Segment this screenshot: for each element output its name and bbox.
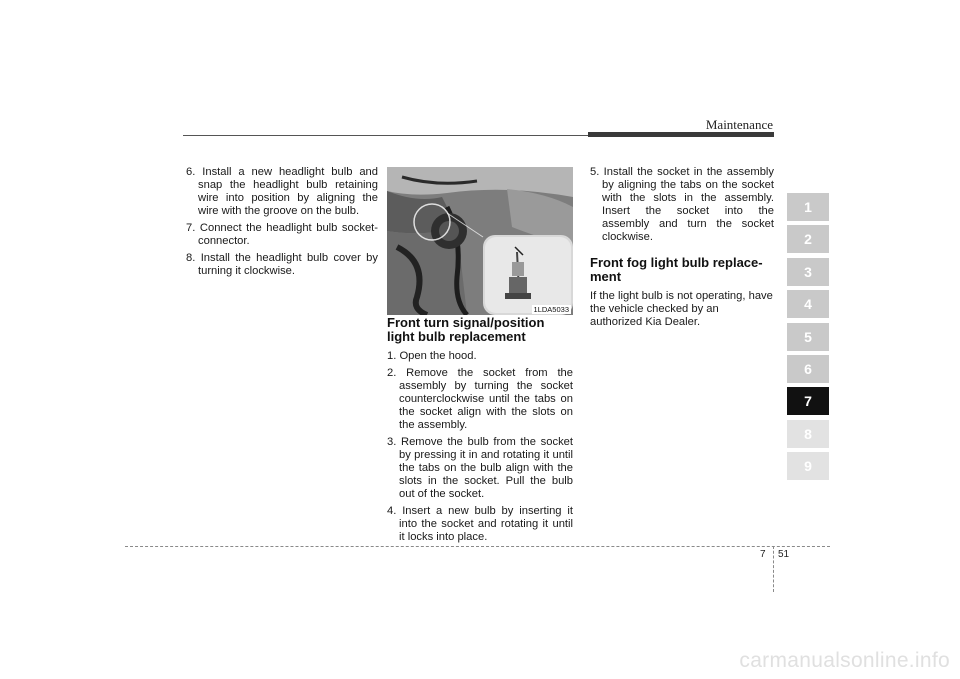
fog-light-heading: Front fog light bulb replace-ment	[590, 255, 763, 284]
footer-chapter-number: 7	[760, 549, 766, 560]
chapter-tab-7[interactable]: 7	[787, 387, 829, 415]
footer-rule	[125, 546, 830, 547]
step-2: 2. Remove the socket from the assembly by turning the socket counterclockwise until the tabs on the socket align with the slots on the assembly.	[387, 367, 573, 431]
chapter-tab-8[interactable]: 8	[787, 420, 829, 448]
turn-signal-heading: Front turn signal/position light bulb replacement	[387, 315, 545, 344]
chapter-tab-9[interactable]: 9	[787, 452, 829, 480]
fog-light-paragraph: If the light bulb is not operating, have the vehicle checked by an authorized Kia Dealer.	[590, 290, 773, 328]
chapter-tab-5[interactable]: 5	[787, 323, 829, 351]
figure-caption: 1LDA5033	[533, 305, 569, 314]
step-4: 4. Insert a new bulb by inserting it into the socket and rotating it until it locks into place.	[387, 505, 573, 543]
step-5: 5. Install the socket in the assembly by aligning the tabs on the socket with the slots in the assembly. Insert the socket into the assembly and turn the socket clockwise.	[590, 166, 774, 243]
engine-bay-illustration	[387, 167, 573, 315]
step-1: 1. Open the hood.	[387, 350, 477, 362]
chapter-tabs	[787, 193, 829, 485]
right-column	[590, 166, 774, 329]
engine-bay-photo	[387, 167, 573, 315]
step-6: 6. Install a new headlight bulb and snap the headlight bulb retaining wire into position by aligning the wire with the groove on the bulb.	[186, 166, 378, 217]
footer-page-number: 51	[778, 549, 790, 560]
chapter-tab-4[interactable]: 4	[787, 290, 829, 318]
step-8: 8. Install the headlight bulb cover by turning it clockwise.	[186, 252, 378, 277]
left-column	[186, 166, 378, 282]
chapter-tab-2[interactable]: 2	[787, 225, 829, 253]
section-title: Maintenance	[705, 117, 773, 132]
middle-column	[387, 316, 573, 548]
header-rule-accent	[588, 132, 774, 137]
header-rule	[183, 135, 588, 136]
chapter-tab-1[interactable]: 1	[787, 193, 829, 221]
step-3: 3. Remove the bulb from the socket by pressing it in and rotating it until the tabs on the bulb align with the slots in the socket. Pull the bulb out of the socket.	[387, 436, 573, 500]
chapter-tab-3[interactable]: 3	[787, 258, 829, 286]
chapter-tab-6[interactable]: 6	[787, 355, 829, 383]
watermark: carmanualsonline.info	[739, 649, 950, 672]
step-7: 7. Connect the headlight bulb socket-connector.	[186, 222, 378, 247]
page-divider	[773, 546, 774, 592]
